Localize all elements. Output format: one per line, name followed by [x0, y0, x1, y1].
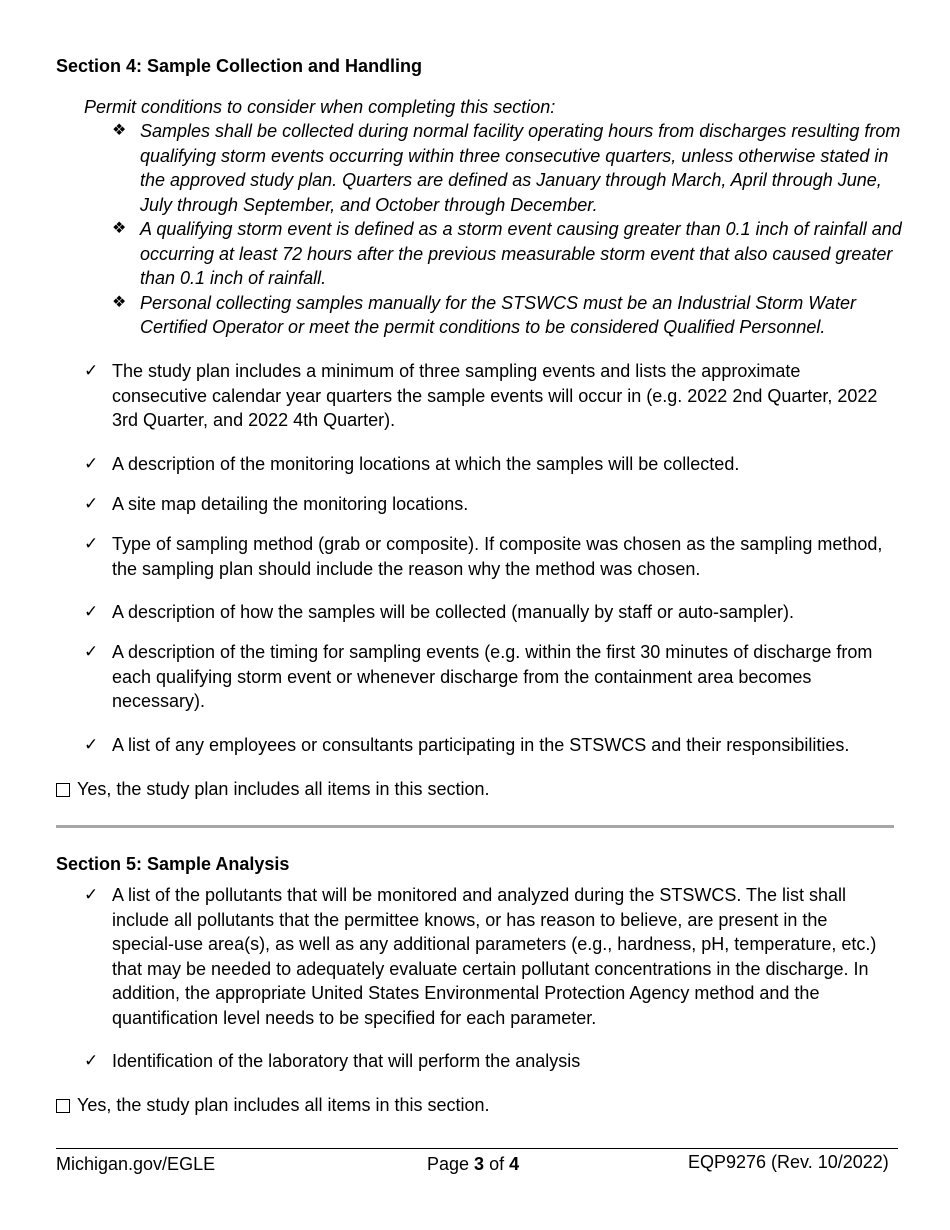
- checkmark-icon: ✓: [84, 361, 99, 380]
- footer-page-number: [427, 1152, 519, 1177]
- checkmark-icon: ✓: [84, 534, 99, 553]
- section-4-intro: Permit conditions to consider when completing this section:: [84, 97, 556, 117]
- permit-condition-item: [112, 119, 902, 217]
- page-prefix: Page: [427, 1154, 475, 1174]
- checklist-item-text: A list of any employees or consultants participating in the STSWCS and their responsibilities.: [112, 735, 850, 755]
- checklist-item-text: The study plan includes a minimum of three sampling events and lists the approximate consecutive calendar year quarters the sample events will occur in (e.g. 2022 2nd Quarter, 2022 3rd Quarter, and 2022 4th Quarter).: [112, 361, 878, 430]
- checklist-item: [84, 492, 894, 517]
- footer-site-link[interactable]: Michigan.gov/EGLE: [56, 1154, 216, 1174]
- checkmark-icon: ✓: [84, 454, 99, 473]
- permit-condition-text: Samples shall be collected during normal facility operating hours from discharges resulting from qualifying storm events occurring within three consecutive quarters, unless otherwise stated in the approved study plan. Quarters are defined as January through March, April through June, July through September, and October through December.: [140, 121, 901, 215]
- permit-condition-item: [112, 291, 902, 340]
- footer-rule: [56, 1148, 898, 1149]
- checkmark-icon: ✓: [84, 494, 99, 513]
- diamond-bullet-icon: ❖: [112, 122, 127, 139]
- permit-condition-item: [112, 217, 902, 291]
- section-4-confirm-label: Yes, the study plan includes all items in this section.: [77, 779, 490, 799]
- diamond-bullet-icon: ❖: [112, 293, 127, 311]
- checklist-item: [84, 532, 894, 581]
- page-total: 4: [509, 1154, 520, 1174]
- section-divider: [56, 825, 894, 828]
- page-current: 3: [474, 1154, 485, 1174]
- section-5-heading: Section 5: Sample Analysis: [56, 854, 290, 874]
- permit-condition-text: Personal collecting samples manually for the STSWCS must be an Industrial Storm Water Certified Operator or meet the permit conditions to be considered Qualified Personnel.: [140, 292, 856, 337]
- checklist-item: [84, 733, 894, 758]
- section-5-confirm-label: Yes, the study plan includes all items in this section.: [77, 1095, 490, 1115]
- section-4-heading: Section 4: Sample Collection and Handling: [56, 56, 423, 76]
- checkmark-icon: ✓: [84, 602, 99, 621]
- checklist-item: [84, 600, 894, 625]
- checkmark-icon: ✓: [84, 735, 99, 754]
- checklist-item: [84, 359, 894, 433]
- checkmark-icon: ✓: [84, 885, 99, 904]
- checklist-item-text: Type of sampling method (grab or composite). If composite was chosen as the sampling method, the sampling plan should include the reason why the method was chosen.: [112, 534, 883, 579]
- checklist-item-text: A site map detailing the monitoring locations.: [112, 494, 469, 514]
- checklist-item: [84, 640, 894, 714]
- checklist-item-text: A description of the timing for sampling events (e.g. within the first 30 minutes of discharge from each qualifying storm event or whenever discharge from the containment area becomes necessary).: [112, 642, 873, 711]
- checklist-item-text: A description of the monitoring locations at which the samples will be collected.: [112, 454, 740, 474]
- checkmark-icon: ✓: [84, 1051, 99, 1070]
- section-4-confirm-checkbox[interactable]: [56, 783, 70, 797]
- page-of: of: [484, 1154, 510, 1174]
- diamond-bullet-icon: ❖: [112, 220, 127, 237]
- checklist-item: [84, 883, 894, 1030]
- checklist-item: [84, 1049, 894, 1074]
- permit-condition-text: A qualifying storm event is defined as a storm event causing greater than 0.1 inch of rainfall and occurring at least 72 hours after the previous measurable storm event that also caused greater than 0.1 inch of rainfall.: [140, 219, 902, 288]
- section-5-confirm-checkbox[interactable]: [56, 1099, 70, 1113]
- permit-conditions-list: [112, 119, 902, 340]
- checkmark-icon: ✓: [84, 642, 99, 661]
- footer-form-id: EQP9276 (Rev. 10/2022): [688, 1152, 889, 1172]
- checklist-item: [84, 452, 894, 477]
- checklist-item-text: A description of how the samples will be collected (manually by staff or auto-sampler).: [112, 602, 794, 622]
- checklist-item-text: Identification of the laboratory that will perform the analysis: [112, 1051, 581, 1071]
- checklist-item-text: A list of the pollutants that will be monitored and analyzed during the STSWCS. The list shall include all pollutants that the permittee knows, or has reason to believe, are present in the special-use area(s), as well as any additional parameters (e.g., hardness, pH, temperature, etc.) that may be needed to adequately evaluate certain pollutant concentrations in the discharge. In addition, the appropriate United States Environmental Protection Agency method and the quantification level needs to be specified for each parameter.: [112, 885, 877, 1028]
- section-4-confirm[interactable]: [56, 777, 490, 802]
- section-5-confirm[interactable]: [56, 1093, 490, 1118]
